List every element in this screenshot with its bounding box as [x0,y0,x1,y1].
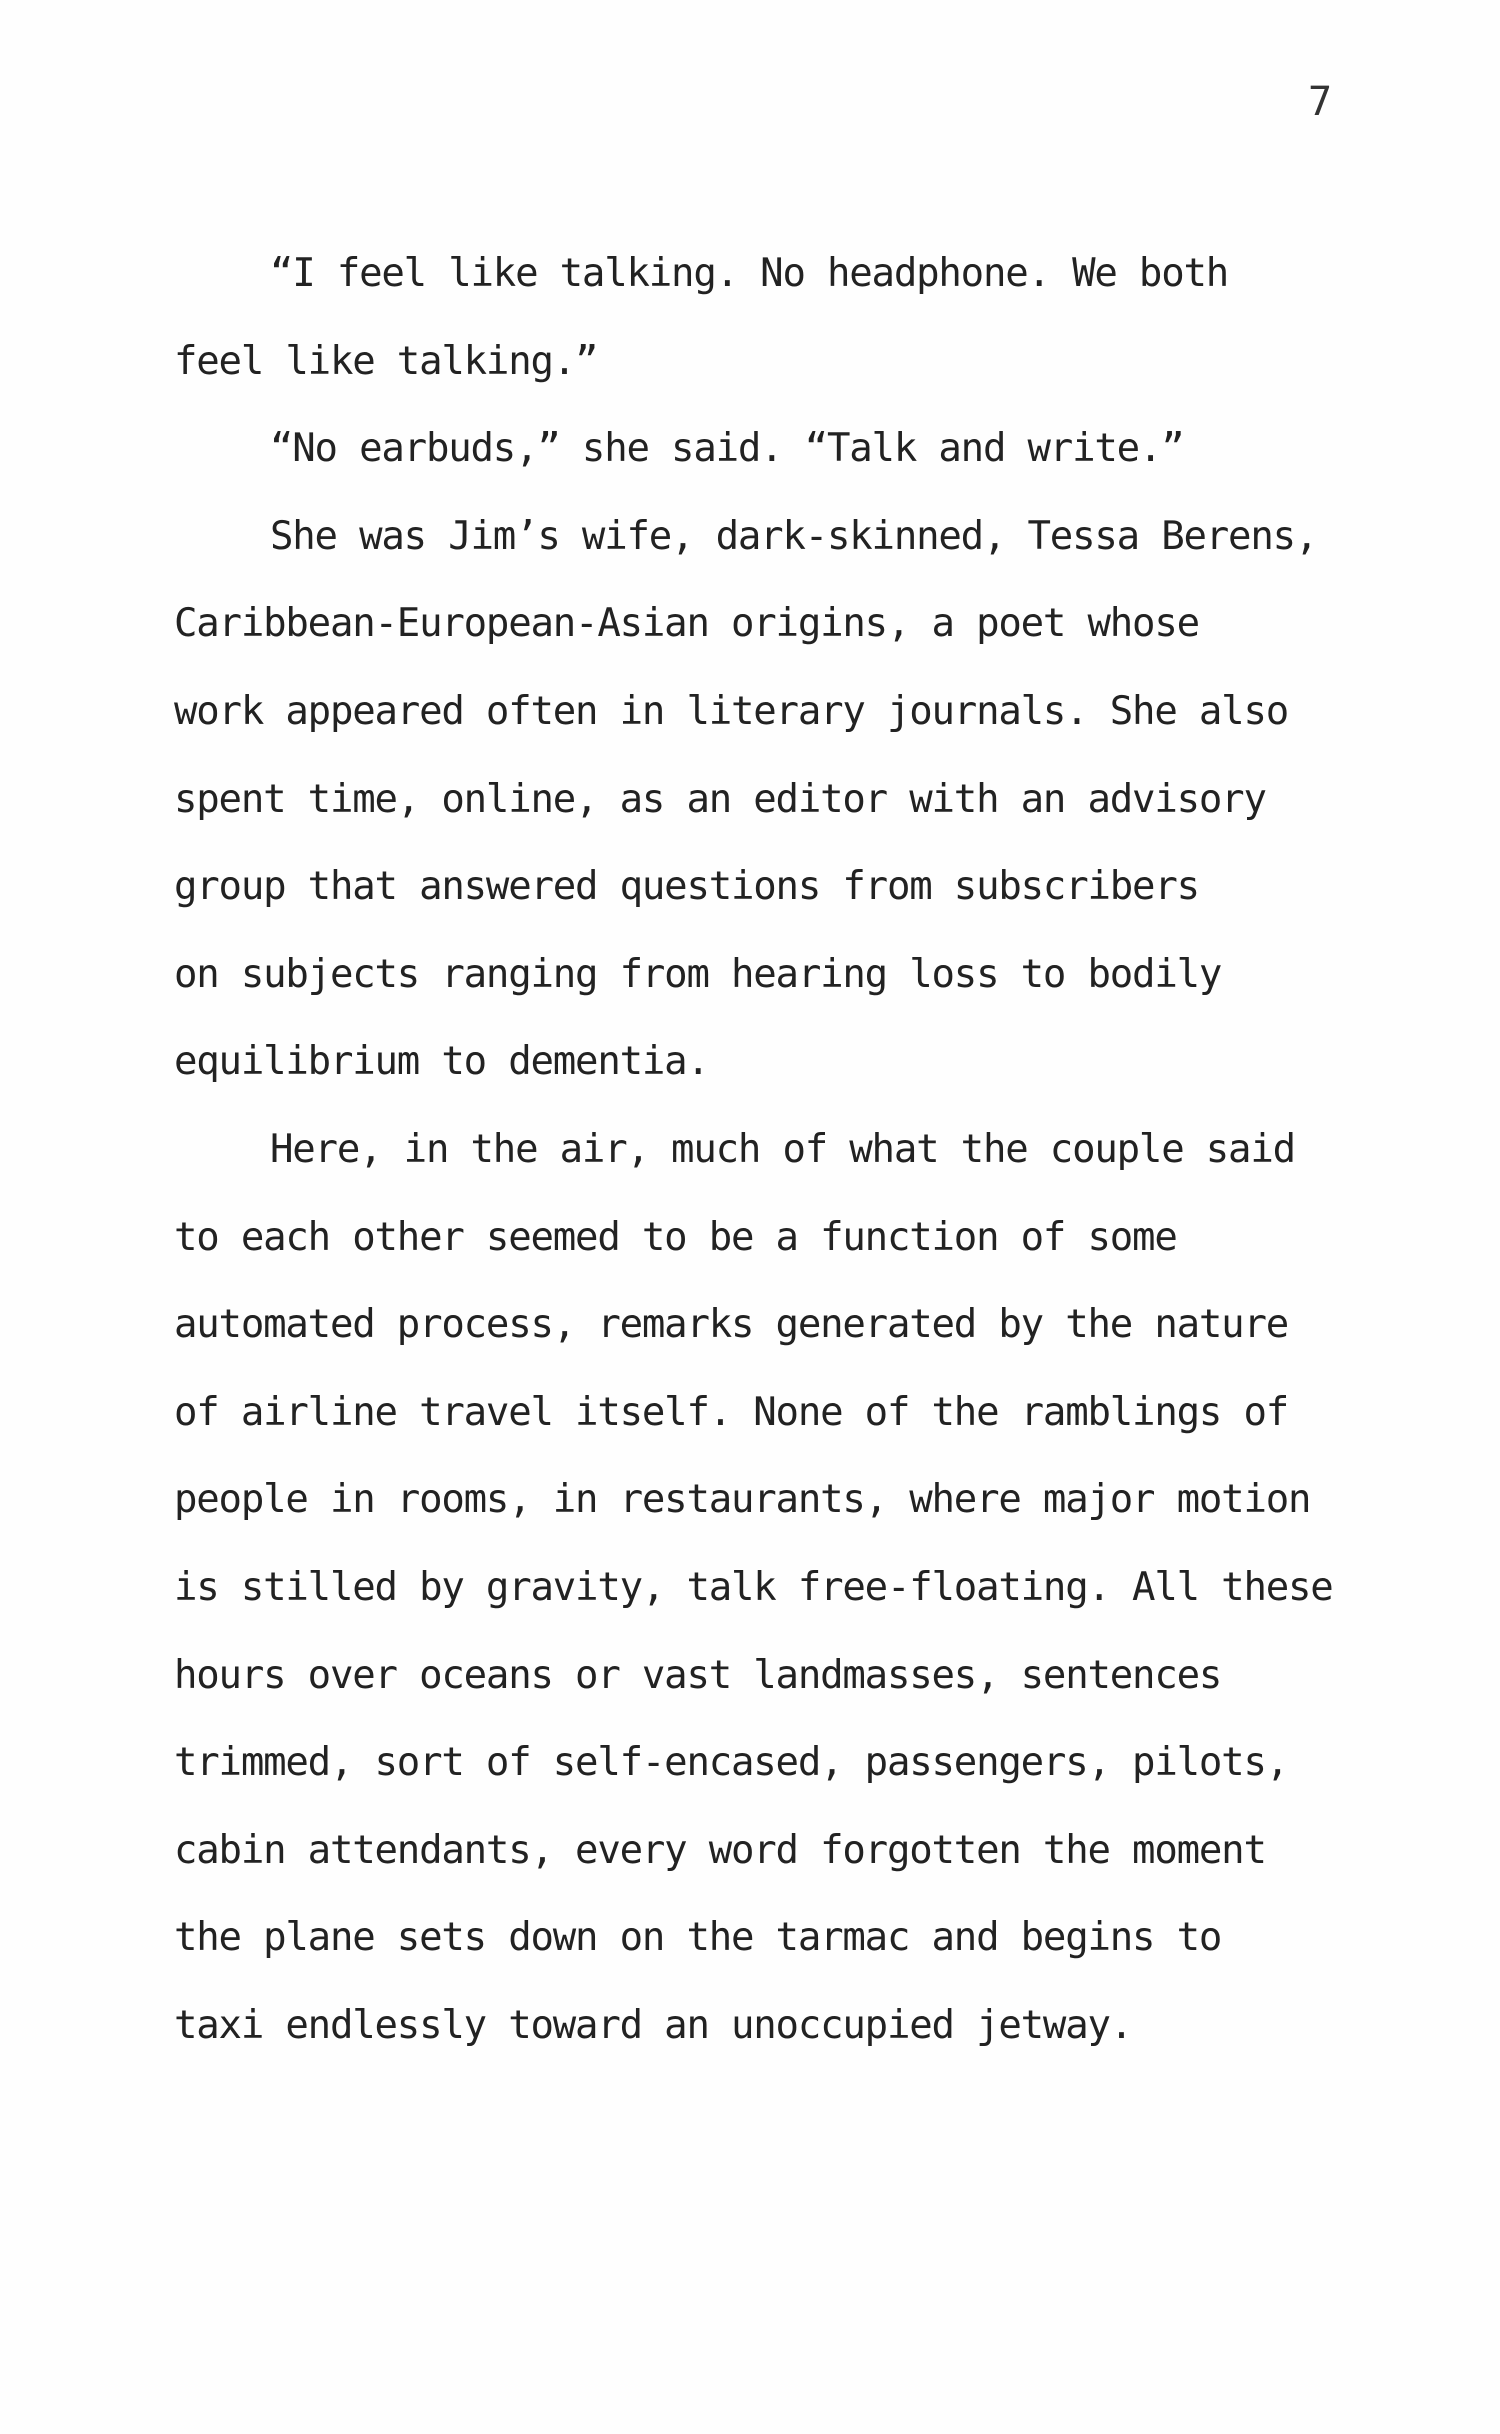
text-line: “No earbuds,” she said. “Talk and write.” [270,426,1184,472]
text-line: people in rooms, in restaurants, where major motion [174,1477,1311,1523]
text-line: is stilled by gravity, talk free-floating. All these [174,1564,1333,1610]
text-line: of airline travel itself. None of the ramblings of [174,1389,1288,1435]
text-line: “I feel like talking. No headphone. We both [270,251,1229,296]
text-line: on subjects ranging from hearing loss to bodily [174,951,1222,997]
text-line: work appeared often in literary journals. She also [174,688,1288,734]
text-line: hours over oceans or vast landmasses, sentences [174,1652,1222,1698]
text-line: spent time, online, as an editor with an advisory [174,776,1266,822]
text-line: feel like talking.” [174,338,598,384]
text-line: cabin attendants, every word forgotten the moment [174,1827,1266,1873]
body-text [174,230,1374,2069]
text-line: group that answered questions from subscribers [174,864,1199,910]
text-line: automated process, remarks generated by the nature [174,1302,1288,1348]
text-line: trimmed, sort of self-encased, passengers, pilots, [174,1740,1288,1786]
text-line: the plane sets down on the tarmac and begins to [174,1915,1222,1961]
text-line: to each other seemed to be a function of some [174,1214,1177,1260]
text-line: equilibrium to dementia. [174,1039,709,1085]
text-line: Here, in the air, much of what the couple said [270,1126,1295,1172]
text-line: taxi endlessly toward an unoccupied jetway. [174,2002,1133,2048]
text-line: Caribbean-European-Asian origins, a poet whose [174,601,1199,647]
page-number: 7 [1308,79,1333,125]
text-line: She was Jim’s wife, dark-skinned, Tessa Berens, [270,513,1318,559]
